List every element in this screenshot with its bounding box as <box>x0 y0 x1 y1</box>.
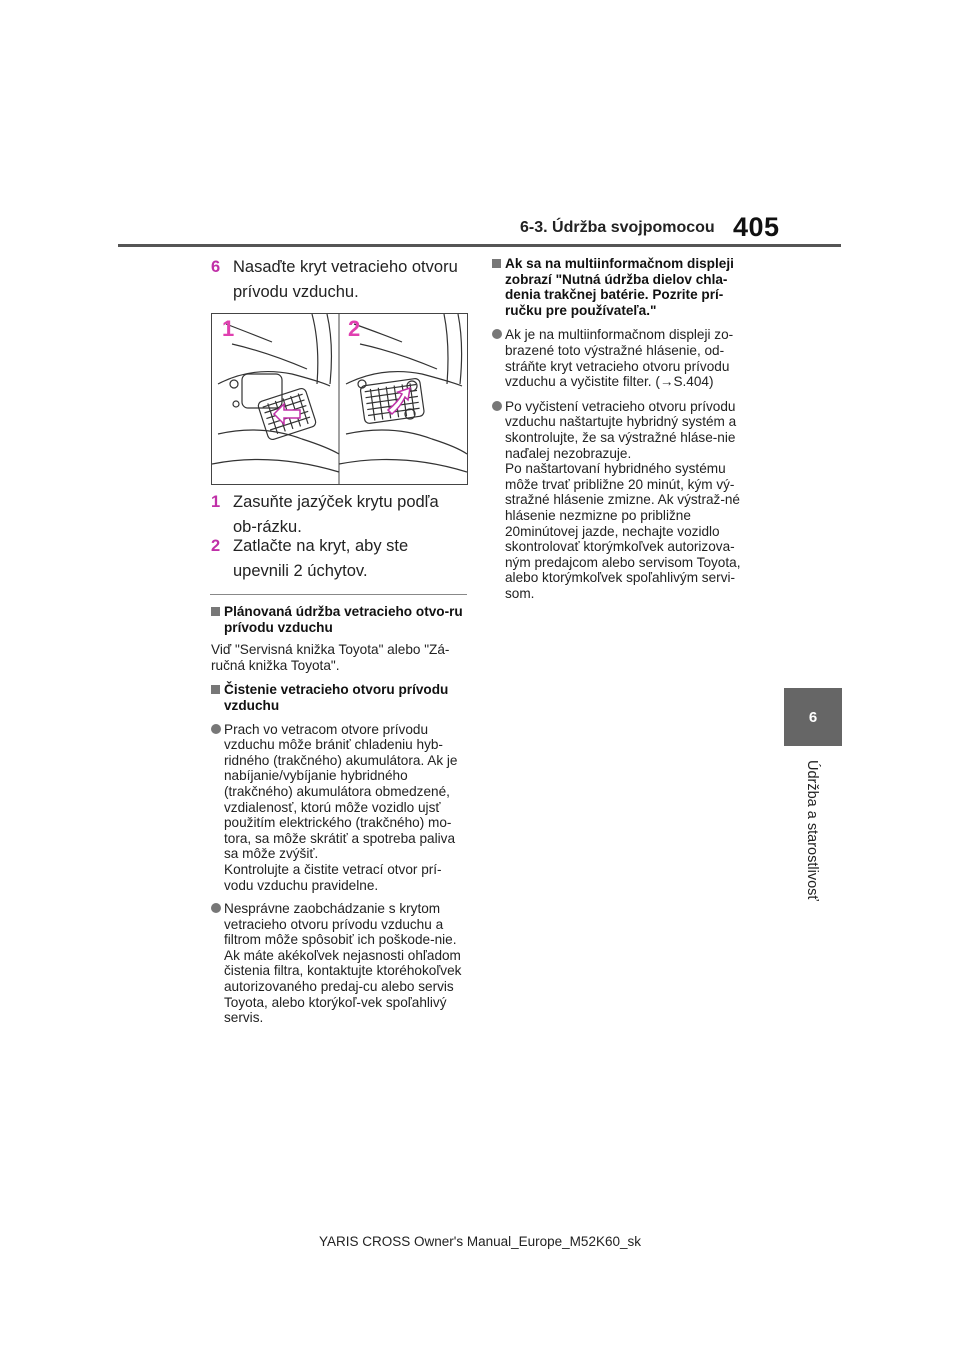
step-2-number: 2 <box>211 537 221 555</box>
bullet-incorrect-handling: Nesprávne zaobchádzanie s krytom vetracieho otvoru prívodu vzduchu a filtrom môže spôsobiť ich poškode-nie. Ak máte akékoľvek nejasnosti ohľadom čistenia filtra, kontaktujte ktoréhokoľvek autorizovaného predaj-cu alebo servis Toyota, alebo ktorýkoľ-vek spoľahlivý servis. <box>211 901 467 1026</box>
heading-scheduled-maintenance: Plánovaná údržba vetracieho otvo-ru prívodu vzduchu <box>211 604 467 635</box>
step-6-text: Nasaďte kryt vetracieho otvoru prívodu vzduchu. <box>233 258 458 301</box>
figure-label-2: 2 <box>348 316 361 341</box>
left-column <box>211 604 467 1026</box>
footer-manual-id: YARIS CROSS Owner's Manual_Europe_M52K60_sk <box>319 1234 641 1249</box>
figure-label-1: 1 <box>222 316 235 341</box>
section-title: 6-3. Údržba svojpomocou <box>520 219 715 236</box>
header-rule <box>118 244 841 247</box>
illustration-drawing <box>212 314 467 484</box>
para-service-book: Viď "Servisná knižka Toyota" alebo "Zá-ručná knižka Toyota". <box>211 642 450 673</box>
step-2 <box>211 534 466 584</box>
bullet-after-cleaning: Po vyčistení vetracieho otvoru prívodu vzduchu naštartujte hybridný systém a skontrolujte, že sa výstražné hláse-nie naďalej nezobrazuje. Po naštartovaní hybridného systému môže trvať približne 20 minút, kým vý-stražné hlásenie zmizne. Ak výstraž-né hlásenie nezmizne po približne 20minútovej jazde, nechajte vozidlo skontrolovať ktorýmkoľvek autorizova-ným predajcom alebo servisom Toyota, alebo ktorýmkoľvek spoľahlivým servi-som. <box>492 399 756 602</box>
section-divider <box>210 594 467 595</box>
step-1-number: 1 <box>211 493 221 511</box>
bullet-clean-filter: Ak je na multiinformačnom displeji zo-brazené toto výstražné hlásenie, od-stráňte kryt vetracieho otvoru prívodu vzduchu a vyčistite filter. (→S.404) <box>492 327 756 389</box>
step-2-text: Zatlačte na kryt, aby ste upevnili 2 úchytov. <box>233 537 409 580</box>
right-column <box>492 256 756 601</box>
square-bullet-icon <box>211 607 220 616</box>
round-bullet-icon <box>492 329 502 339</box>
page-number: 405 <box>733 212 780 242</box>
round-bullet-icon <box>211 724 221 734</box>
step-1-text: Zasuňte jazýček krytu podľa ob-rázku. <box>233 493 439 536</box>
square-bullet-icon <box>211 685 220 694</box>
round-bullet-icon <box>492 401 502 411</box>
chapter-tab: 6 <box>784 688 842 746</box>
step-6 <box>211 255 466 305</box>
square-bullet-icon <box>492 259 501 268</box>
chapter-label <box>800 760 824 900</box>
heading-cleaning: Čistenie vetracieho otvoru prívodu vzduchu <box>211 682 467 713</box>
step-1 <box>211 490 466 540</box>
step-6-number: 6 <box>211 258 221 276</box>
round-bullet-icon <box>211 903 221 913</box>
illustration-air-intake-cover <box>211 313 468 485</box>
heading-warning-message: Ak sa na multiinformačnom displeji zobrazí "Nutná údržba dielov chla-denia trakčnej batérie. Pozrite prí-ručku pre používateľa." <box>492 256 756 318</box>
chapter-label-text: Údržba a starostlivosť <box>804 760 820 901</box>
bullet-dust: Prach vo vetracom otvore prívodu vzduchu môže brániť chladeniu hyb-ridného (trakčného) akumulátora. Ak je nabíjanie/vybíjanie hybridného (trakčného) akumulátora obmedzené, vzdialenosť, ktorú môže vozidlo ujsť použitím elektrického (trakčného) mo-tora, sa môže skrátiť a spotreba paliva sa môže zvýšiť. Kontrolujte a čistite vetrací otvor prí-vodu vzduchu pravidelne. <box>211 722 467 894</box>
